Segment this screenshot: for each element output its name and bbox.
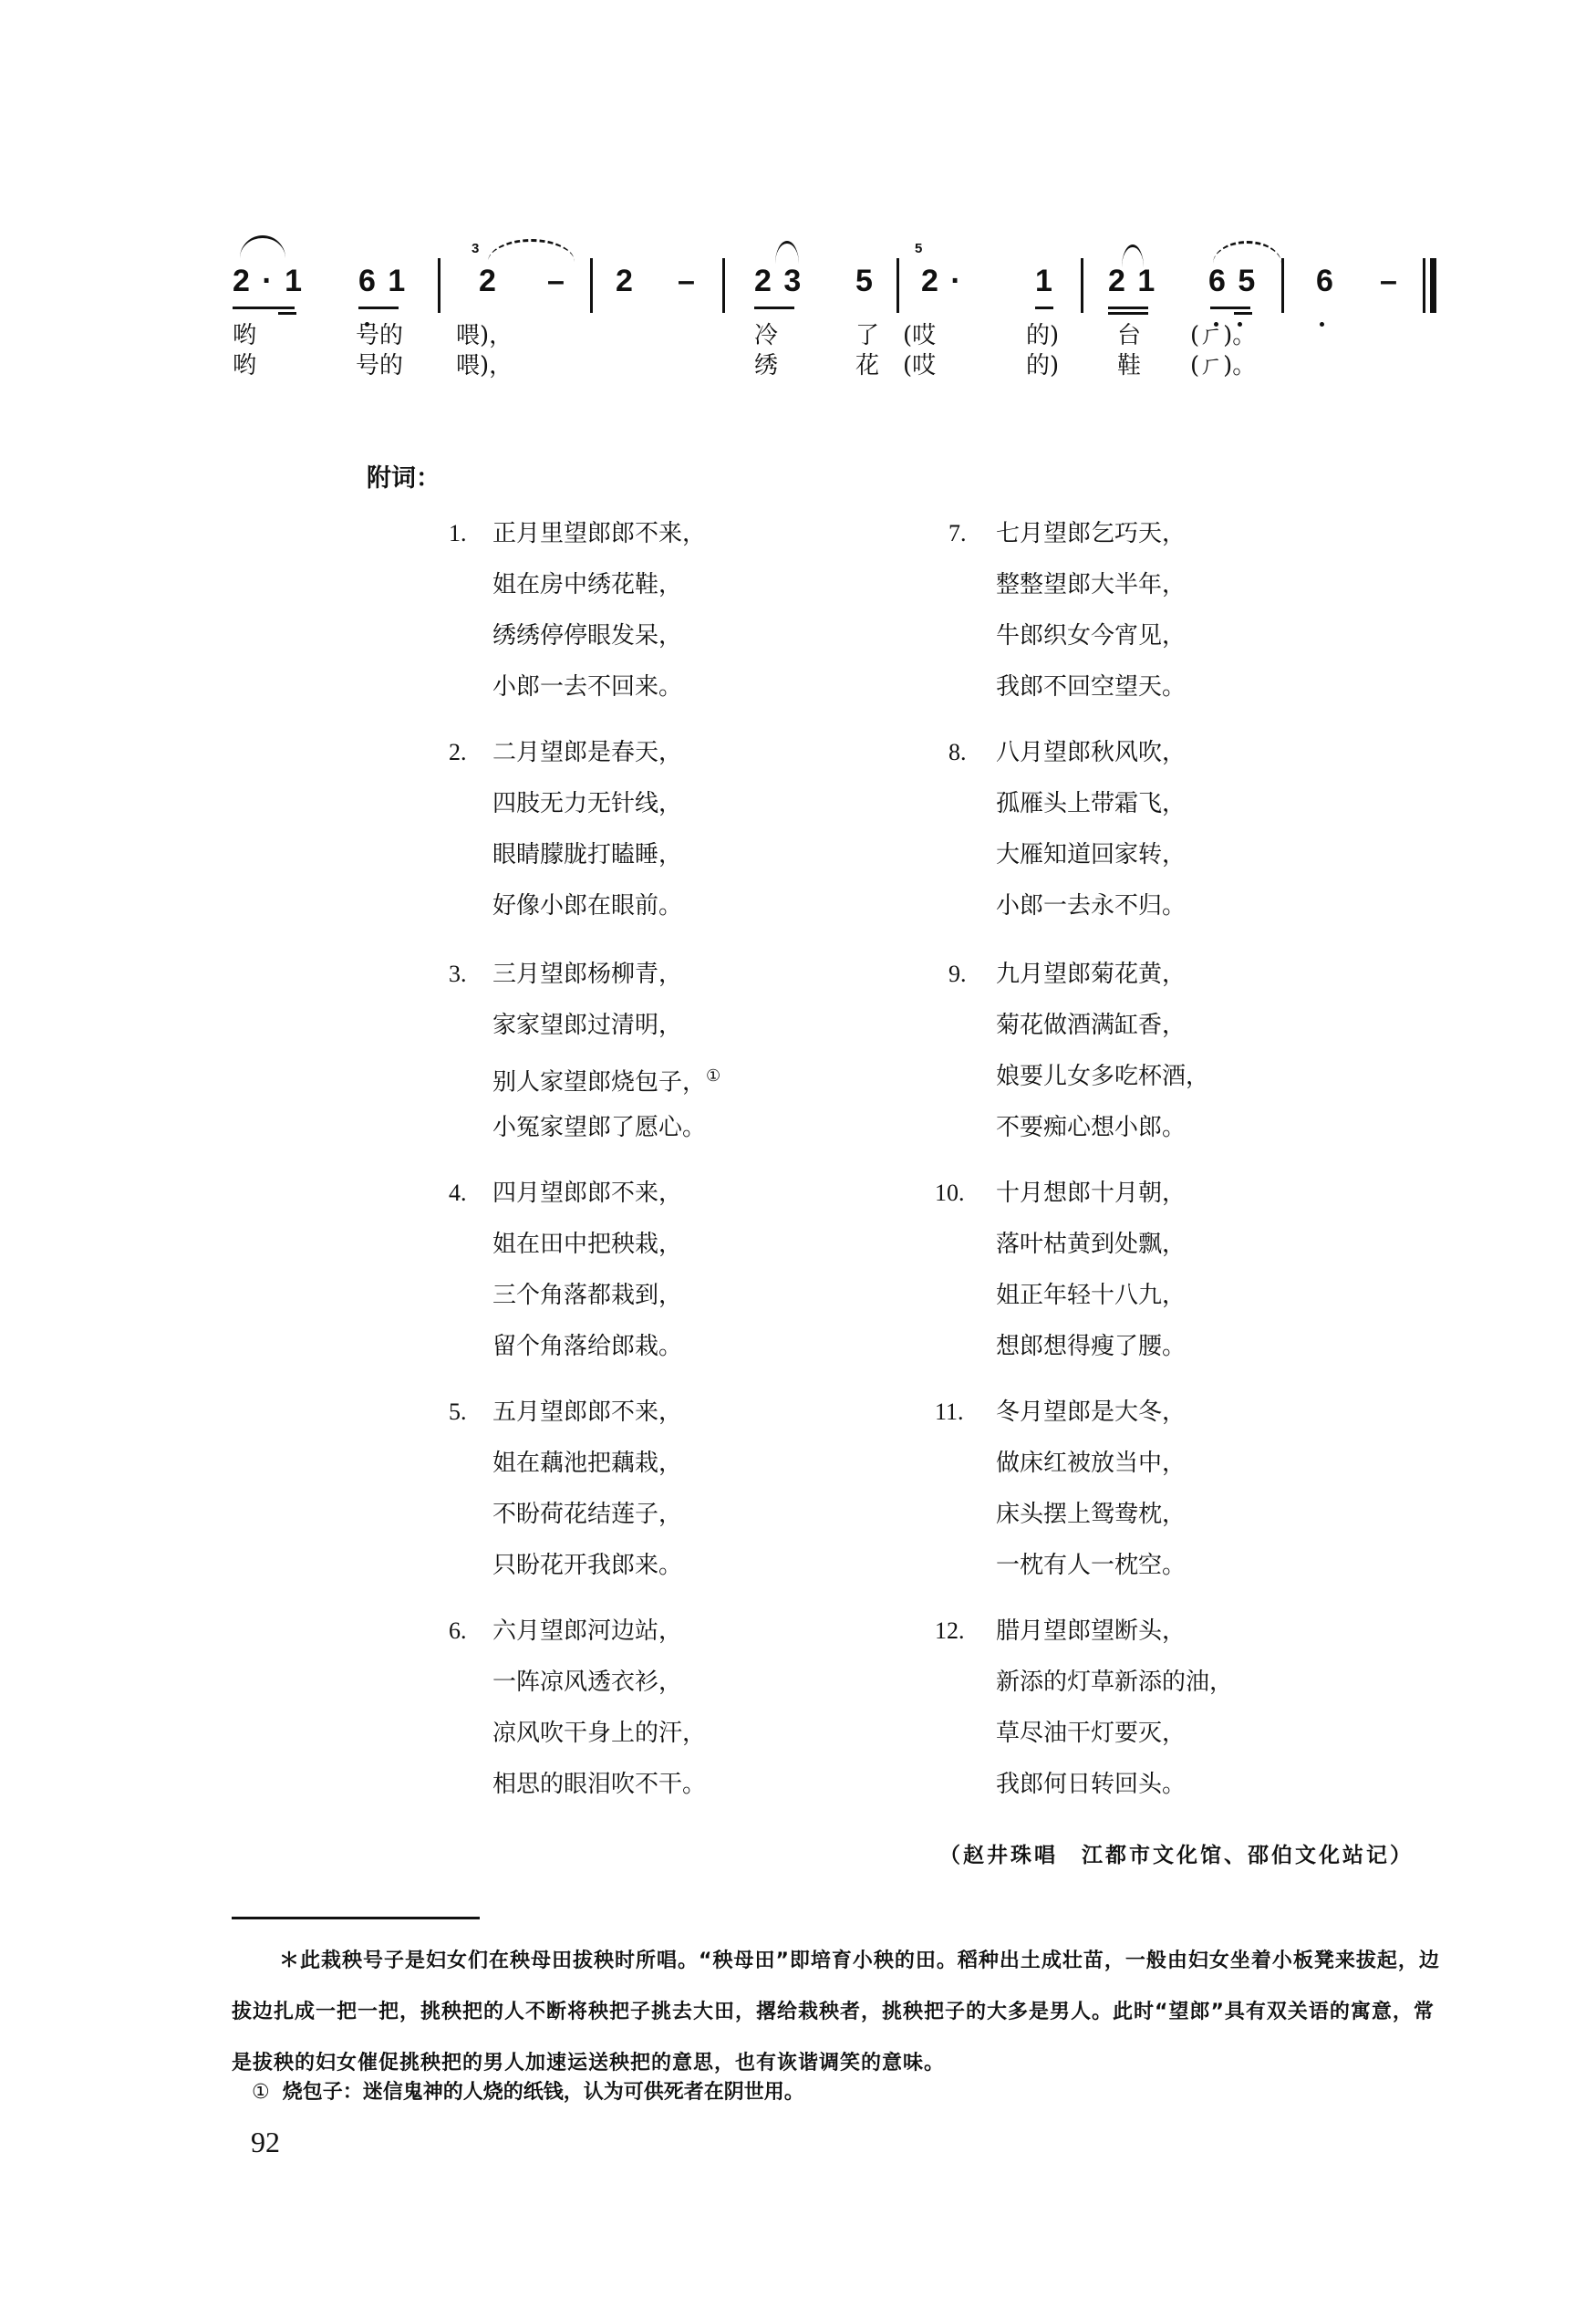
verse-line: 姐在房中绣花鞋， — [492, 571, 683, 598]
beam — [358, 307, 399, 309]
verse-line: 床头摆上鸳鸯枕， — [996, 1501, 1187, 1528]
lyric: 的) — [1026, 322, 1060, 349]
verse-line: 姐正年轻十八九， — [996, 1282, 1187, 1309]
footnote-1-text: 烧包子：迷信鬼神的人烧的纸钱，认为可供死者在阴世用。 — [282, 2081, 804, 2104]
verse-number: 11. — [935, 1399, 964, 1425]
verse-line: 冬月望郎是大冬， — [996, 1399, 1187, 1426]
barline — [722, 258, 725, 313]
verse-line: 相思的眼泪吹不干。 — [492, 1771, 707, 1798]
verse-line: 孤雁头上带霜飞， — [996, 790, 1187, 817]
verse-line: 别人家望郎烧包子，① — [492, 1066, 721, 1097]
lyric: 哟 — [233, 322, 257, 349]
verse-line: 整整望郎大半年， — [996, 571, 1187, 598]
verse-line: 一枕有人一枕空。 — [996, 1552, 1187, 1579]
verse-line: 不要痴心想小郎。 — [996, 1114, 1187, 1141]
verse-number: 10. — [935, 1180, 965, 1206]
verse-line: 姐在田中把秧栽， — [492, 1231, 683, 1258]
lyric: 号的 — [356, 322, 404, 349]
page-number: 92 — [251, 2126, 280, 2158]
verse-line: 小郎一去不回来。 — [492, 673, 683, 701]
verse-line: 草尽油干灯要灭， — [996, 1720, 1187, 1747]
verse-line: 凉风吹干身上的汗， — [492, 1720, 707, 1747]
beam — [233, 307, 295, 309]
appendix-title: 附词： — [367, 464, 440, 493]
note: 2 — [616, 264, 635, 298]
verse-line: 想郎想得瘦了腰。 — [996, 1333, 1187, 1360]
verse-line: 好像小郎在眼前。 — [492, 892, 683, 920]
slur — [775, 241, 799, 264]
lyric: 冷 — [754, 322, 779, 349]
verse-number: 5. — [449, 1399, 467, 1425]
verse-line: 菊花做酒满缸香， — [996, 1012, 1187, 1039]
verse-number: 4. — [449, 1180, 467, 1206]
slur — [240, 235, 285, 258]
verse-line: 二月望郎是春天， — [492, 739, 683, 766]
verse-number: 9. — [948, 961, 967, 987]
verse-line: 九月望郎菊花黄， — [996, 961, 1187, 988]
footnote-mark: ① — [252, 2081, 270, 2104]
verse-line: 七月望郎乞巧天， — [996, 520, 1187, 547]
verse-line: 落叶枯黄到处飘， — [996, 1231, 1187, 1258]
octave-dot — [1320, 322, 1324, 327]
lyric: 绣 — [754, 352, 779, 380]
footnote-mark[interactable]: ① — [706, 1066, 721, 1086]
lyric: 的) — [1026, 352, 1060, 380]
lyric: 号的 — [356, 352, 404, 380]
beam — [1035, 307, 1053, 309]
verse-line: 我郎不回空望天。 — [996, 673, 1187, 701]
note: 2 1 — [1108, 264, 1157, 298]
slur-dashed — [488, 239, 575, 262]
verse-line: 留个角落给郎栽。 — [492, 1333, 683, 1360]
lyric: 了 — [855, 322, 880, 349]
music-score — [233, 235, 1455, 390]
barline — [1281, 258, 1284, 313]
beam — [1210, 307, 1250, 309]
barline — [590, 258, 593, 313]
verse-number: 3. — [449, 961, 467, 987]
verse-line: 四肢无力无针线， — [492, 790, 683, 817]
verse-number: 8. — [948, 739, 967, 765]
lyric: 喂)， — [456, 352, 513, 380]
verse-line: 新添的灯草新添的油， — [996, 1669, 1234, 1696]
lyric: 鞋 — [1117, 352, 1142, 380]
verse-line: 娘要儿女多吃杯酒， — [996, 1063, 1210, 1090]
footnote-1 — [252, 2076, 804, 2105]
beam — [278, 312, 296, 315]
lyric: 喂)， — [456, 322, 513, 349]
note: 1 — [1035, 264, 1054, 298]
verse-number: 12. — [935, 1617, 965, 1644]
verse-line: 只盼花开我郎来。 — [492, 1552, 683, 1579]
note: – — [678, 264, 697, 298]
verse-number: 2. — [449, 739, 467, 765]
final-barline-thin — [1423, 258, 1425, 313]
slur-dashed — [1213, 241, 1281, 264]
verse-line: 做床红被放当中， — [996, 1450, 1187, 1477]
grace-note: 3 — [472, 241, 480, 256]
footnote-star: ＊此栽秧号子是妇女们在秧母田拔秧时所唱。“秧母田”即培育小秧的田。稻种出土成壮苗，一般由妇女坐着小板凳来拔起，边拔边扎成一把一把，挑秧把的人不断将秧把子挑去大田，撂给栽秧者，挑秧把子的大多是男人。此时“望郎”具有双关语的寓意，常是拔秧的妇女催促挑秧把的男人加速运送秧把的意思，也有诙谐调笑的意味。 — [232, 1950, 1440, 2074]
note: 5 — [855, 264, 875, 298]
verse-line: 八月望郎秋风吹， — [996, 739, 1187, 766]
beam — [754, 307, 794, 309]
note: 6 1 — [358, 264, 408, 298]
grace-note: 5 — [915, 241, 923, 256]
verse-line: 正月里望郎郎不来， — [492, 520, 707, 547]
note: 2 · 1 — [233, 264, 305, 298]
verse-line: 眼睛朦胧打瞌睡， — [492, 841, 683, 868]
verse-number: 7. — [948, 520, 967, 546]
note: – — [1380, 264, 1399, 298]
lyric: (哎 — [903, 322, 937, 349]
verse-line: 五月望郎郎不来， — [492, 1399, 683, 1426]
beam — [1234, 312, 1252, 315]
verse-line: 绣绣停停眼发呆， — [492, 622, 683, 650]
barline — [1081, 258, 1083, 313]
note: 6 — [1316, 264, 1335, 298]
lyric: (ㄏ)。 — [1190, 322, 1257, 349]
verse-line: 牛郎织女今宵见， — [996, 622, 1187, 650]
verse-line: 十月想郎十月朝， — [996, 1180, 1187, 1207]
lyric: (哎 — [903, 352, 937, 380]
verse-line: 一阵凉风透衣衫， — [492, 1669, 683, 1696]
verse-number: 6. — [449, 1617, 467, 1644]
note: 2 — [479, 264, 498, 298]
verse-line: 大雁知道回家转， — [996, 841, 1187, 868]
verse-line: 姐在藕池把藕栽， — [492, 1450, 683, 1477]
lyric: 哟 — [233, 352, 257, 380]
beam — [1108, 312, 1148, 315]
verse-line: 家家望郎过清明， — [492, 1012, 683, 1039]
verse-line: 三个角落都栽到， — [492, 1282, 683, 1309]
lyric: 台 — [1117, 322, 1142, 349]
barline — [438, 258, 440, 313]
beam — [1108, 307, 1148, 309]
note: 6 5 — [1208, 264, 1258, 298]
verse-line: 六月望郎河边站， — [492, 1617, 683, 1645]
verse-number: 1. — [449, 520, 467, 546]
verse-line: 三月望郎杨柳青， — [492, 961, 683, 988]
verse-line: 不盼荷花结莲子， — [492, 1501, 683, 1528]
footnote-rule — [232, 1917, 480, 1919]
verse-line: 小冤家望郎了愿心。 — [492, 1114, 707, 1141]
verse-line: 腊月望郎望断头， — [996, 1617, 1187, 1645]
note: – — [547, 264, 566, 298]
barline — [896, 258, 899, 313]
verse-line: 我郎何日转回头。 — [996, 1771, 1187, 1798]
verse-line: 四月望郎郎不来， — [492, 1180, 683, 1207]
performer-credit: （赵井珠唱 江都市文化馆、邵伯文化站记） — [939, 1843, 1414, 1867]
verse-line: 小郎一去永不归。 — [996, 892, 1187, 920]
lyric: 花 — [855, 352, 880, 380]
lyric: (ㄏ)。 — [1190, 352, 1257, 380]
final-barline-thick — [1430, 258, 1436, 313]
note: 2 3 — [754, 264, 803, 298]
note: 2 · — [921, 264, 963, 298]
